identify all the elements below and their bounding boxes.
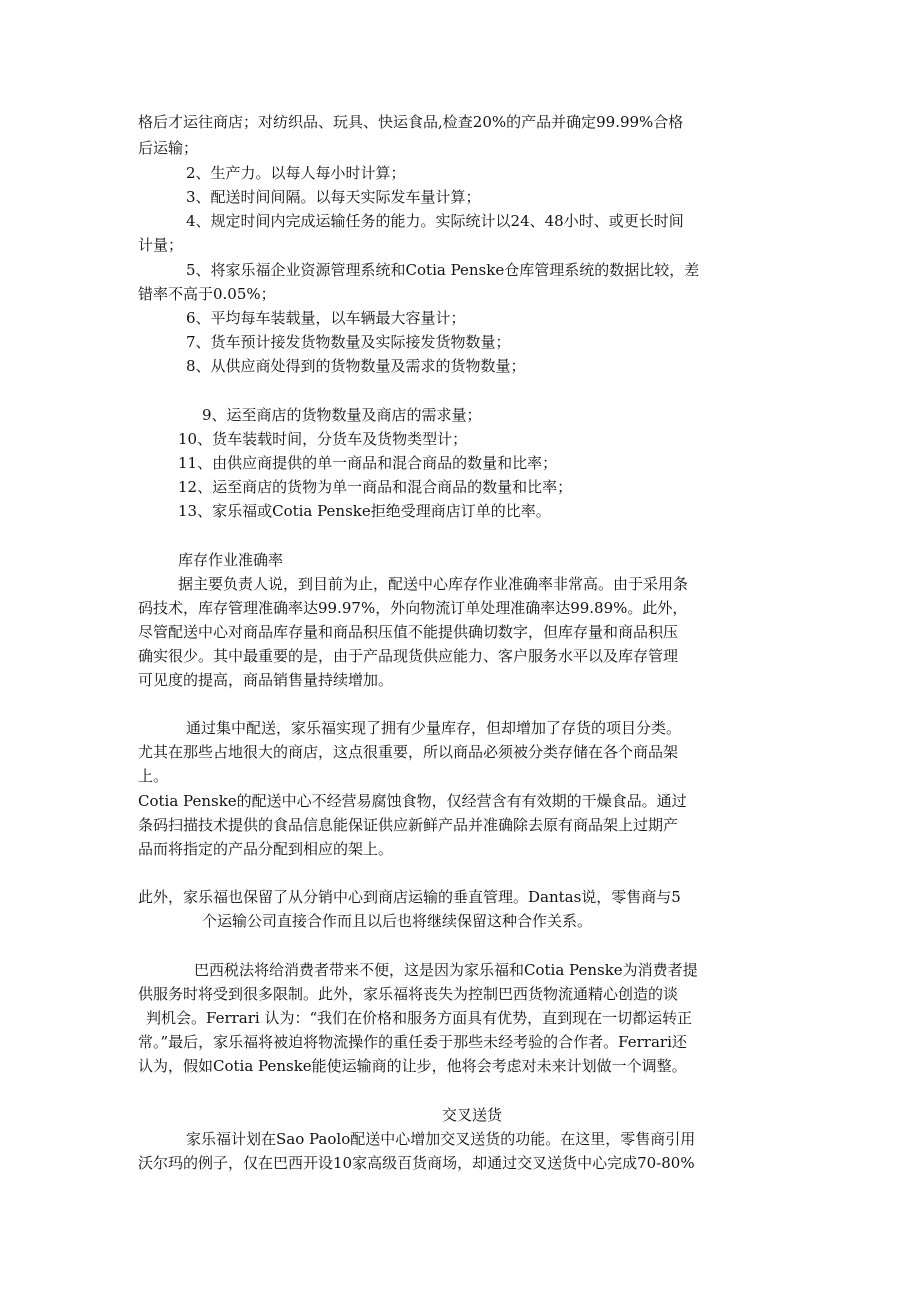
text-line: 3、配送时间间隔。以每天实际发车量计算； [186, 188, 481, 206]
text-line: 家乐福计划在Sao Paolo配送中心增加交叉送货的功能。在这里，零售商引用 [186, 1130, 696, 1148]
text-line: 尤其在那些占地很大的商店，这点很重要，所以商品必须被分类存储在各个商品架 [138, 743, 679, 761]
text-line: 通过集中配送，家乐福实现了拥有少量库存，但却增加了存货的项目分类。 [186, 719, 682, 737]
section-heading: 库存作业准确率 [178, 551, 284, 569]
text-line: 码技术，库存管理准确率达99.97%，外向物流订单处理准确率达99.89%。此外， [138, 599, 688, 617]
text-line: 7、货车预计接发货物数量及实际接发货物数量； [186, 333, 511, 351]
text-line: 条码扫描技术提供的食品信息能保证供应新鲜产品并准确除去原有商品架上过期产 [138, 816, 679, 834]
text-line: 个运输公司直接合作而且以后也将继续保留这种合作关系。 [202, 912, 593, 930]
text-line: 2、生产力。以每人每小时计算； [186, 164, 406, 182]
text-line: 4、规定时间内完成运输任务的能力。实际统计以24、48小时、或更长时间 [186, 212, 684, 230]
text-line: 尽管配送中心对商品库存量和商品积压值不能提供确切数字，但库存量和商品积压 [138, 623, 679, 641]
text-line: 巴西税法将给消费者带来不便，这是因为家乐福和Cotia Penske为消费者提 [194, 961, 698, 979]
section-heading: 交叉送货 [442, 1106, 503, 1124]
text-line: 计量； [138, 236, 184, 254]
text-line: 常。”最后，家乐福将被迫将物流操作的重任委于那些未经考验的合作者。Ferrari还 [138, 1033, 687, 1051]
text-line: 据主要负责人说，到目前为止，配送中心库存作业准确率非常高。由于采用条 [178, 575, 689, 593]
text-line: 供服务时将受到很多限制。此外，家乐福将丧失为控制巴西货物流通精心创造的谈 [138, 985, 679, 1003]
text-line: 后运输； [138, 139, 199, 157]
text-line: 5、将家乐福企业资源管理系统和Cotia Penske仓库管理系统的数据比较，差 [186, 261, 700, 279]
text-line: Cotia Penske的配送中心不经营易腐蚀食物，仅经营含有有效期的干燥食品。通过 [138, 792, 687, 810]
text-line: 9、运至商店的货物数量及商店的需求量； [202, 406, 482, 424]
text-line: 6、平均每车装载量，以车辆最大容量计； [186, 309, 466, 327]
text-line: 沃尔玛的例子，仅在巴西开设10家高级百货商场，却通过交叉送货中心完成70-80% [138, 1154, 695, 1172]
text-line: 格后才运往商店；对纺织品、玩具、快运食品,检查20%的产品并确定99.99%合格 [138, 113, 684, 131]
text-line: 13、家乐福或Cotia Penske拒绝受理商店订单的比率。 [178, 502, 551, 520]
text-line: 确实很少。其中最重要的是，由于产品现货供应能力、客户服务水平以及库存管理 [138, 647, 679, 665]
text-line: 8、从供应商处得到的货物数量及需求的货物数量； [186, 357, 526, 375]
text-line: 认为，假如Cotia Penske能使运输商的让步，他将会考虑对未来计划做一个调整。 [138, 1057, 687, 1075]
text-line: 错率不高于0.05%； [138, 285, 276, 303]
text-line: 可见度的提高，商品销售量持续增加。 [138, 671, 394, 689]
text-line: 此外，家乐福也保留了从分销中心到商店运输的垂直管理。Dantas说，零售商与5 [138, 888, 681, 906]
text-line: 判机会。Ferrari 认为：“我们在价格和服务方面具有优势，直到现在一切都运转正 [146, 1009, 693, 1027]
text-line: 10、货车装载时间，分货车及货物类型计； [178, 430, 468, 448]
text-line: 上。 [138, 767, 169, 785]
text-line: 11、由供应商提供的单一商品和混合商品的数量和比率； [178, 454, 558, 472]
text-line: 12、运至商店的货物为单一商品和混合商品的数量和比率； [178, 478, 573, 496]
text-line: 品而将指定的产品分配到相应的架上。 [138, 840, 394, 858]
